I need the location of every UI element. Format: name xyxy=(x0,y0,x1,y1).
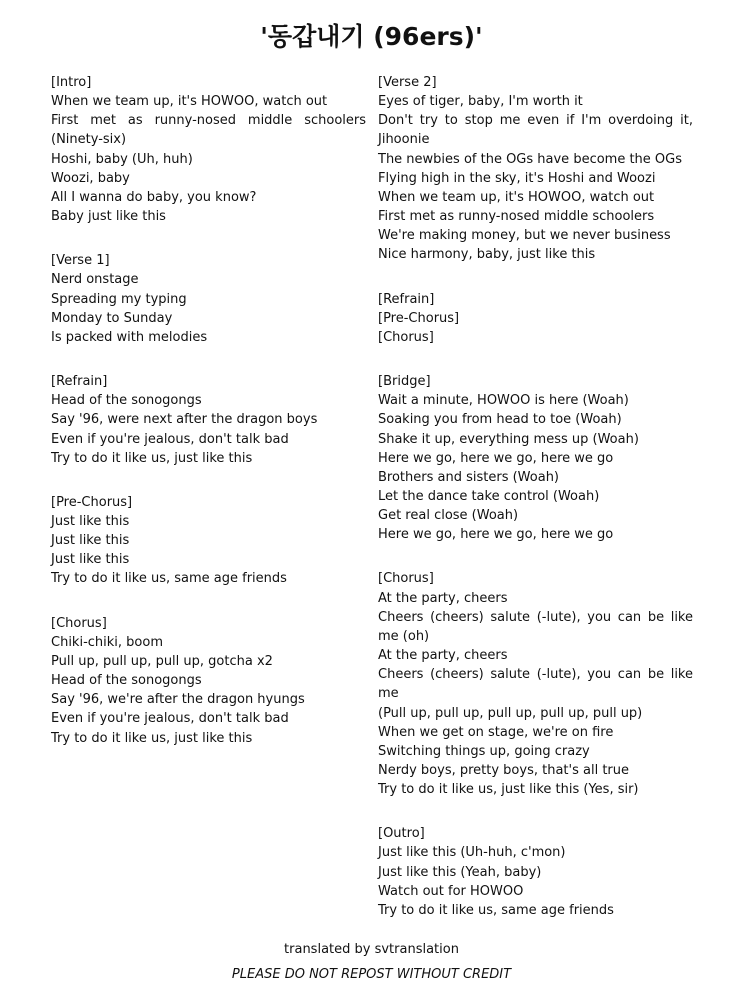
section-heading: [Chorus] xyxy=(378,571,434,587)
lyric-line: Wait a minute, HOWOO is here (Woah) xyxy=(378,393,629,409)
lyric-line: Even if you're jealous, don't talk bad xyxy=(51,711,289,727)
lyric-line: Nerdy boys, pretty boys, that's all true xyxy=(378,763,629,778)
section-heading: [Pre-Chorus] xyxy=(378,310,460,326)
lyric-line: Pull up, pull up, pull up, gotcha x2 xyxy=(51,653,273,669)
section-heading: [Chorus] xyxy=(51,615,107,631)
lyric-line: At the party, cheers xyxy=(378,590,508,606)
lyrics-section-repeats xyxy=(378,290,693,347)
repost-notice: PLEASE DO NOT REPOST WITHOUT CREDIT xyxy=(231,967,512,982)
lyric-line: Just like this xyxy=(51,552,130,568)
lyric-line: When we get on stage, we're on fire xyxy=(378,724,614,740)
lyrics-section-bridge xyxy=(378,372,693,544)
lyrics-column-right xyxy=(378,73,693,945)
lyric-line: Brothers and sisters (Woah) xyxy=(378,469,560,485)
lyric-line: Let the dance take control (Woah) xyxy=(378,488,600,504)
lyric-line: Try to do it like us, just like this xyxy=(51,730,253,746)
lyric-line: Just like this (Uh-huh, c'mon) xyxy=(378,845,566,861)
lyric-line: Chiki-chiki, boom xyxy=(51,634,163,650)
lyric-line: Even if you're jealous, don't talk bad xyxy=(51,431,289,447)
lyric-line: Nerd onstage xyxy=(51,272,139,288)
lyric-line: When we team up, it's HOWOO, watch out xyxy=(51,94,328,110)
lyric-line: The newbies of the OGs have become the OGs xyxy=(378,151,683,167)
lyric-line: Just like this xyxy=(51,533,130,549)
section-heading: [Verse 2] xyxy=(378,75,437,90)
lyric-line: First met as runny-nosed middle schoolers (Ninety-six) xyxy=(51,113,366,148)
lyric-line: Head of the sonogongs xyxy=(51,673,202,689)
lyric-line: Head of the sonogongs xyxy=(51,393,202,409)
lyric-line: All I wanna do baby, you know? xyxy=(51,189,257,205)
lyric-line: Say '96, we're after the dragon hyungs xyxy=(51,692,305,708)
section-heading: [Pre-Chorus] xyxy=(51,494,133,510)
lyric-line: Just like this (Yeah, baby) xyxy=(378,864,542,880)
section-heading: [Refrain] xyxy=(378,291,435,307)
lyric-line: Here we go, here we go, here we go xyxy=(378,527,614,543)
lyrics-section-verse-1 xyxy=(51,251,366,347)
lyric-line: Don't try to stop me even if I'm overdoing it, Jihoonie xyxy=(378,113,693,148)
section-heading: [Intro] xyxy=(51,75,92,90)
section-heading: [Bridge] xyxy=(378,374,431,390)
lyric-line: Shake it up, everything mess up (Woah) xyxy=(378,431,639,447)
lyric-line: Get real close (Woah) xyxy=(378,508,519,524)
lyric-line: First met as runny-nosed middle schoolers xyxy=(378,209,655,225)
section-heading: [Outro] xyxy=(378,826,425,842)
lyric-line: Try to do it like us, just like this xyxy=(51,450,253,466)
translator-credit: translated by svtranslation xyxy=(284,942,459,957)
lyric-line: When we team up, it's HOWOO, watch out xyxy=(378,189,655,205)
lyric-line: At the party, cheers xyxy=(378,648,508,664)
lyrics-section-verse-2 xyxy=(378,73,693,265)
lyric-line: Woozi, baby xyxy=(51,170,130,186)
lyrics-section-pre-chorus xyxy=(51,493,366,589)
lyric-line: Flying high in the sky, it's Hoshi and Woozi xyxy=(378,170,656,186)
lyrics-section-chorus-2 xyxy=(378,569,693,799)
lyric-line: Try to do it like us, same age friends xyxy=(51,571,287,587)
lyric-line: Cheers (cheers) salute (-lute), you can be like me (oh) xyxy=(378,609,693,644)
lyrics-section-outro xyxy=(378,824,693,920)
lyric-line: Watch out for HOWOO xyxy=(378,883,524,899)
lyric-line: Just like this xyxy=(51,513,130,529)
page-title: '동갑내기 (96ers)' xyxy=(260,22,483,51)
lyrics-column-left xyxy=(51,73,366,773)
lyric-line: Here we go, here we go, here we go xyxy=(378,450,614,466)
lyric-line: Hoshi, baby (Uh, huh) xyxy=(51,151,193,167)
lyric-line: We're making money, but we never business xyxy=(378,228,671,244)
lyric-line: Is packed with melodies xyxy=(51,329,208,345)
lyric-line: Soaking you from head to toe (Woah) xyxy=(378,412,622,428)
lyric-line: Monday to Sunday xyxy=(51,310,173,326)
lyric-line: Nice harmony, baby, just like this xyxy=(378,247,596,263)
lyric-line: Switching things up, going crazy xyxy=(378,743,590,759)
lyric-line: Try to do it like us, same age friends xyxy=(378,902,614,918)
lyric-line: Baby just like this xyxy=(51,209,166,225)
section-heading: [Verse 1] xyxy=(51,253,110,269)
lyric-line: (Pull up, pull up, pull up, pull up, pull up) xyxy=(378,705,643,721)
lyrics-section-refrain xyxy=(51,372,366,468)
section-heading: [Chorus] xyxy=(378,329,434,345)
lyric-line: Say '96, were next after the dragon boys xyxy=(51,412,318,428)
lyric-line: Try to do it like us, just like this (Yes, sir) xyxy=(378,782,639,798)
lyric-line: Cheers (cheers) salute (-lute), you can be like me xyxy=(378,667,693,702)
lyrics-section-chorus xyxy=(51,614,366,748)
section-heading: [Refrain] xyxy=(51,374,108,390)
lyric-line: Eyes of tiger, baby, I'm worth it xyxy=(378,94,583,110)
lyrics-section-intro xyxy=(51,73,366,226)
lyric-line: Spreading my typing xyxy=(51,291,187,307)
